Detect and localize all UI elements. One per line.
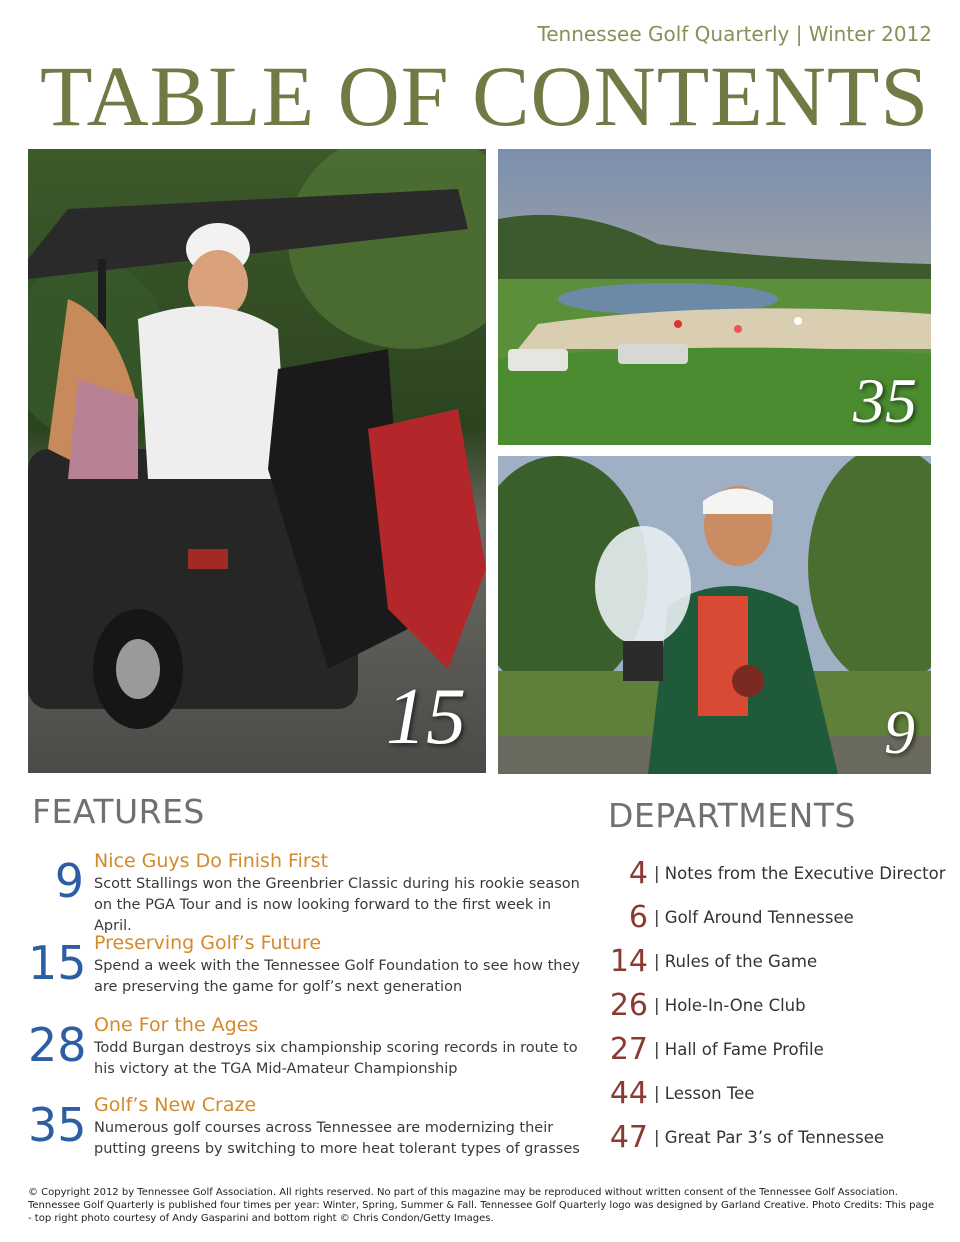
department-title: | Lesson Tee [654,1084,755,1103]
feature-page-number: 35 [28,1098,87,1152]
department-page-number: 26 [609,988,648,1023]
feature-description: Numerous golf courses across Tennessee are modernizing their putting greens by switching to more heat tolerant types of grasses [94,1120,580,1157]
department-title: | Hall of Fame Profile [654,1040,824,1059]
department-item[interactable] [600,944,940,984]
department-item[interactable] [600,1032,940,1072]
department-title: | Great Par 3’s of Tennessee [654,1128,885,1147]
department-page-number: 47 [609,1120,648,1155]
department-title: | Golf Around Tennessee [654,908,854,927]
department-page-number: 14 [609,944,648,979]
department-item[interactable] [600,1076,940,1116]
department-item[interactable] [600,988,940,1028]
feature-description: Todd Burgan destroys six championship scoring records in route to his victory at the TGA Mid-Amateur Championship [94,1040,578,1077]
feature-description: Spend a week with the Tennessee Golf Foundation to see how they are preserving the game for golf’s next generation [94,958,580,995]
masthead: Tennessee Golf Quarterly | Winter 2012 [537,22,932,46]
department-page-number: 6 [628,900,648,935]
page-title: TABLE OF CONTENTS [40,48,930,144]
feature-title: Nice Guys Do Finish First [94,850,329,872]
department-item[interactable] [600,1120,940,1160]
department-page-number: 27 [609,1032,648,1067]
feature-title: Preserving Golf’s Future [94,932,322,954]
feature-item[interactable] [28,1014,588,1090]
department-title: | Notes from the Executive Director [654,864,946,883]
photo-golf-cart [28,149,486,773]
feature-title: One For the Ages [94,1014,259,1036]
trophy-winner-image [498,456,931,774]
photo-page-number: 9 [884,699,915,767]
feature-page-number: 9 [54,854,84,908]
department-page-number: 44 [609,1076,648,1111]
departments-heading: DEPARTMENTS [608,796,856,835]
features-heading: FEATURES [32,792,205,831]
department-page-number: 4 [628,856,648,891]
copyright-footer: © Copyright 2012 by Tennessee Golf Association. All rights reserved. No part of this magazine may be reproduced without written consent of the Tennessee Golf Association. Tennessee Golf Quarterly is published four times per year: Winter, Spring, Summer & Fall. Tennessee Golf Quarterly logo was designed by Garland Creative. Photo Credits: This page - top right photo courtesy of Andy Gasparini and bottom right © Chris Condon/Getty Images. [28,1187,935,1224]
feature-item[interactable] [28,1094,588,1170]
feature-item[interactable] [28,850,588,934]
department-item[interactable] [600,856,946,896]
feature-page-number: 28 [28,1018,87,1072]
photo-trophy-winner [498,456,931,774]
department-title: | Rules of the Game [654,952,818,971]
photo-page-number: 35 [853,365,917,436]
department-item[interactable] [600,900,940,940]
feature-page-number: 15 [28,936,87,990]
photo-golf-course [498,149,931,445]
feature-description: Scott Stallings won the Greenbrier Classic during his rookie season on the PGA Tour and is now looking forward to the first week in April. [94,876,580,934]
feature-title: Golf’s New Craze [94,1094,257,1116]
department-title: | Hole-In-One Club [654,996,806,1015]
photo-page-number: 15 [386,673,466,761]
feature-item[interactable] [28,932,588,1008]
